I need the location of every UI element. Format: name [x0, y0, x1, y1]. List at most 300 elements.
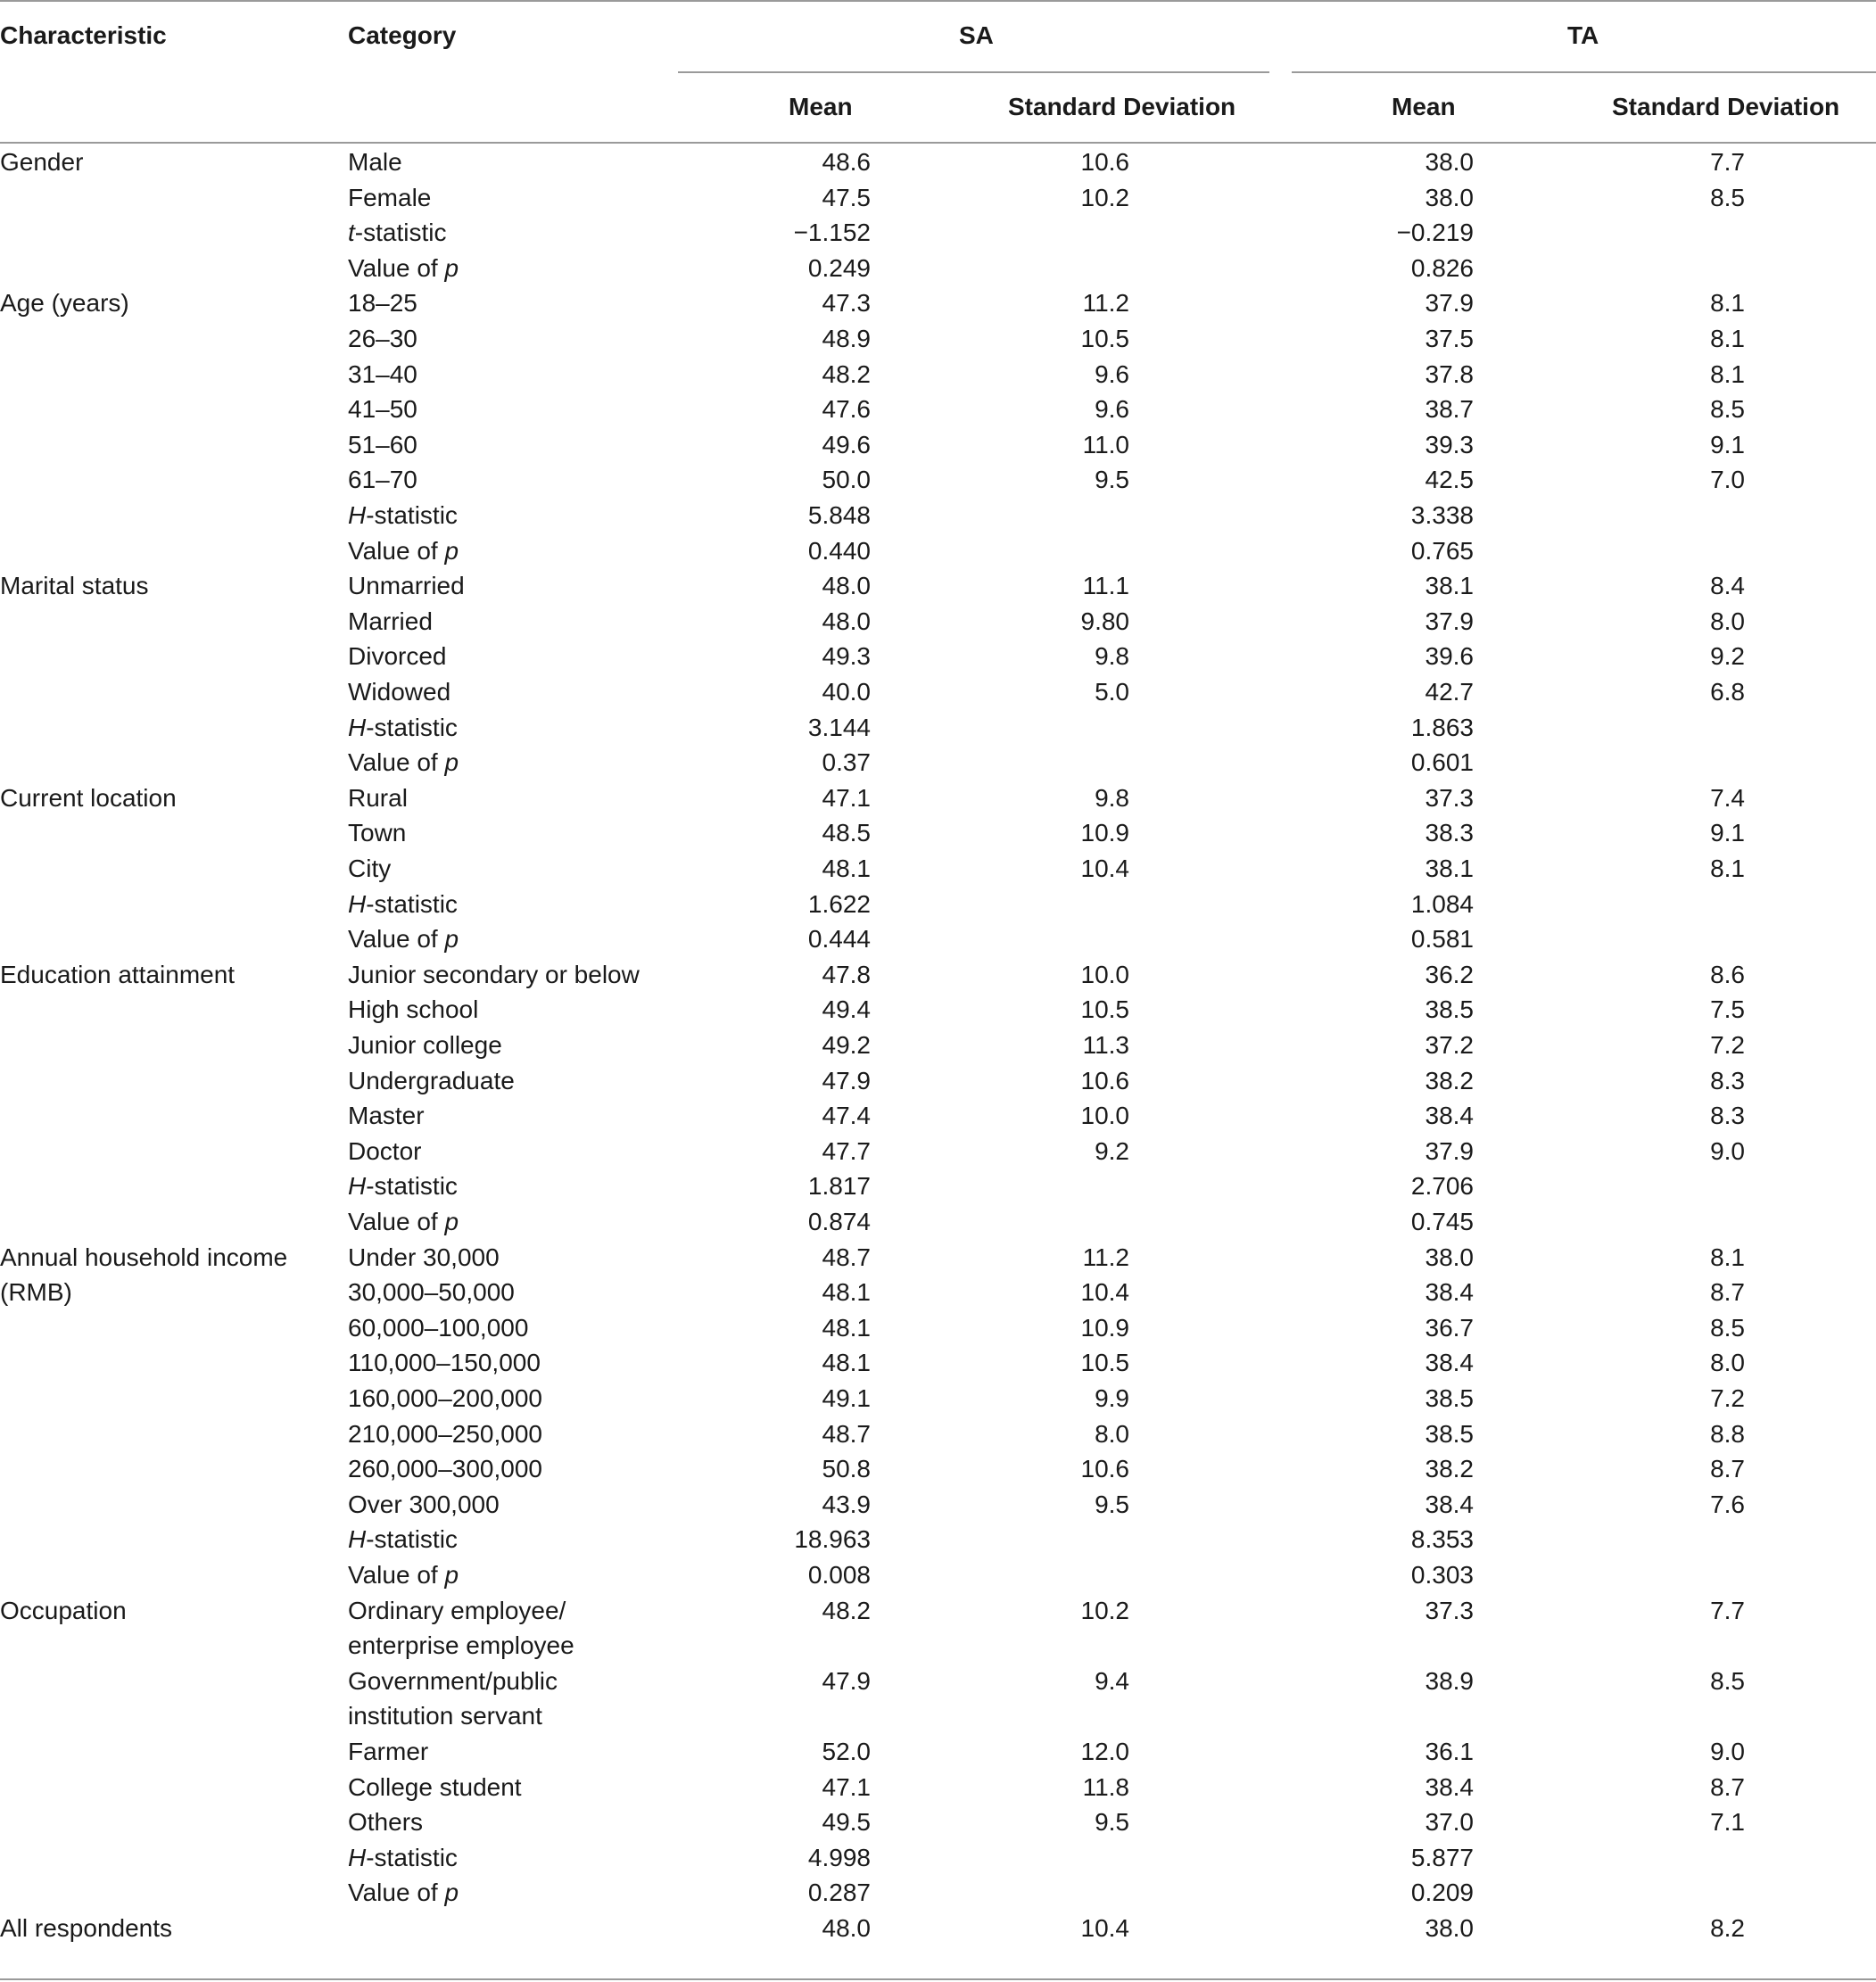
- ta-mean-cell: 36.1: [1425, 1738, 1474, 1765]
- category-cell: [348, 498, 458, 533]
- header-category: Category: [348, 21, 457, 49]
- ta-sd-cell: 8.7: [1710, 1455, 1745, 1482]
- ta-sd-cell: 9.1: [1710, 819, 1745, 846]
- ta-mean-cell: 5.877: [1410, 1844, 1474, 1871]
- sa-sd-cell: 10.4: [1080, 1278, 1129, 1306]
- category-italic: p: [444, 748, 459, 776]
- category-text: -statistic: [354, 219, 447, 246]
- category-cell: [348, 710, 458, 746]
- sa-sd-cell: 9.6: [1095, 360, 1129, 388]
- ta-group-rule: [1292, 71, 1876, 73]
- sa-mean-cell: 48.1: [822, 1314, 871, 1342]
- category-cell: [348, 427, 417, 463]
- sa-sd-cell: 11.1: [1082, 572, 1129, 599]
- category-text: Doctor: [348, 1137, 422, 1165]
- sa-mean-cell: 49.3: [822, 642, 871, 670]
- category-italic: H: [348, 714, 367, 741]
- category-text: 31–40: [348, 360, 417, 388]
- ta-sd-cell: 8.5: [1710, 1314, 1745, 1342]
- ta-mean-cell: 0.601: [1410, 748, 1474, 776]
- category-cell: [348, 1875, 459, 1911]
- sa-sd-cell: 10.0: [1080, 961, 1129, 988]
- category-italic: p: [444, 254, 459, 282]
- characteristic-cell: All respondents: [0, 1914, 173, 1942]
- sa-mean-cell: 0.444: [807, 925, 871, 953]
- category-cell: [348, 462, 417, 498]
- characteristic-cell: Education attainment: [0, 961, 236, 988]
- sa-mean-cell: 0.440: [807, 537, 871, 565]
- sa-sd-cell: 10.4: [1080, 1914, 1129, 1942]
- ta-sd-cell: 6.8: [1710, 678, 1745, 706]
- sa-mean-cell: 0.008: [807, 1561, 871, 1589]
- category-text: Farmer: [348, 1738, 429, 1765]
- category-text: 210,000–250,000: [348, 1420, 542, 1448]
- ta-mean-cell: 8.353: [1410, 1525, 1474, 1553]
- sa-mean-cell: 1.622: [807, 890, 871, 918]
- category-cell: [348, 1698, 542, 1734]
- category-text: 110,000–150,000: [348, 1349, 541, 1376]
- header-ta-sd: Standard Deviation: [1612, 93, 1840, 120]
- ta-sd-cell: 8.3: [1710, 1067, 1745, 1094]
- sa-mean-cell: 48.1: [822, 1278, 871, 1306]
- category-text: Over 300,000: [348, 1491, 500, 1518]
- category-text: 160,000–200,000: [348, 1384, 542, 1412]
- ta-sd-cell: 9.0: [1710, 1137, 1745, 1165]
- category-cell: [348, 815, 406, 851]
- category-text: 260,000–300,000: [348, 1455, 542, 1482]
- sa-mean-cell: 48.5: [822, 819, 871, 846]
- category-italic: H: [348, 890, 367, 918]
- top-rule: [0, 0, 1876, 2]
- sa-mean-cell: 49.6: [822, 431, 871, 458]
- sa-mean-cell: 50.0: [822, 466, 871, 493]
- sa-sd-cell: 9.80: [1080, 607, 1129, 635]
- characteristic-cell: Marital status: [0, 572, 149, 599]
- characteristic-cell: (RMB): [0, 1278, 72, 1306]
- sa-mean-cell: 18.963: [794, 1525, 871, 1553]
- ta-mean-cell: 37.9: [1425, 1137, 1474, 1165]
- category-text: Divorced: [348, 642, 447, 670]
- category-text: High school: [348, 995, 479, 1023]
- ta-sd-cell: 8.1: [1710, 289, 1745, 317]
- category-text: Junior secondary or below: [348, 961, 640, 988]
- ta-mean-cell: 38.0: [1425, 1914, 1474, 1942]
- category-text: College student: [348, 1773, 522, 1801]
- category-italic: p: [444, 1561, 459, 1589]
- category-italic: H: [348, 1525, 367, 1553]
- ta-sd-cell: 9.1: [1710, 431, 1745, 458]
- ta-sd-cell: 7.4: [1710, 784, 1745, 812]
- ta-sd-cell: 7.2: [1710, 1031, 1745, 1059]
- ta-mean-cell: 38.2: [1425, 1067, 1474, 1094]
- sa-mean-cell: 49.4: [822, 995, 871, 1023]
- category-text: Town: [348, 819, 407, 846]
- ta-mean-cell: 38.5: [1425, 995, 1474, 1023]
- sa-mean-cell: 48.7: [822, 1243, 871, 1271]
- category-cell: [348, 568, 465, 604]
- header-sa: SA: [959, 21, 994, 49]
- header-ta-mean: Mean: [1392, 93, 1456, 120]
- category-text: -statistic: [366, 1172, 458, 1200]
- category-cell: [348, 1416, 542, 1452]
- ta-mean-cell: 1.863: [1410, 714, 1474, 741]
- sa-sd-cell: 10.6: [1080, 148, 1129, 176]
- ta-sd-cell: 8.5: [1710, 184, 1745, 211]
- category-cell: [348, 921, 459, 957]
- category-cell: [348, 1451, 542, 1487]
- category-cell: [348, 1522, 458, 1557]
- ta-mean-cell: 42.7: [1425, 678, 1474, 706]
- category-text: Government/public: [348, 1667, 558, 1695]
- sa-mean-cell: 48.0: [822, 607, 871, 635]
- category-italic: H: [348, 1844, 367, 1871]
- sa-sd-cell: 12.0: [1080, 1738, 1129, 1765]
- ta-mean-cell: 42.5: [1425, 466, 1474, 493]
- ta-sd-cell: 8.1: [1710, 325, 1745, 352]
- category-cell: [348, 215, 446, 251]
- ta-mean-cell: 37.9: [1425, 289, 1474, 317]
- sa-mean-cell: 5.848: [807, 501, 871, 529]
- ta-sd-cell: 8.7: [1710, 1773, 1745, 1801]
- category-cell: [348, 887, 458, 922]
- sa-mean-cell: 49.2: [822, 1031, 871, 1059]
- category-cell: [348, 1628, 574, 1664]
- sa-sd-cell: 10.6: [1080, 1455, 1129, 1482]
- sa-mean-cell: 47.3: [822, 289, 871, 317]
- sa-sd-cell: 9.5: [1095, 1808, 1129, 1836]
- category-text: institution servant: [348, 1702, 542, 1730]
- ta-sd-cell: 8.1: [1710, 855, 1745, 882]
- characteristic-cell: Current location: [0, 784, 177, 812]
- category-text: Under 30,000: [348, 1243, 500, 1271]
- characteristic-cell: Gender: [0, 148, 84, 176]
- header-rule: [0, 142, 1876, 144]
- sa-mean-cell: 48.0: [822, 1914, 871, 1942]
- category-italic: H: [348, 1172, 367, 1200]
- category-text: 30,000–50,000: [348, 1278, 515, 1306]
- sa-sd-cell: 10.9: [1080, 1314, 1129, 1342]
- sa-mean-cell: 47.1: [822, 1773, 871, 1801]
- ta-sd-cell: 8.2: [1710, 1914, 1745, 1942]
- ta-mean-cell: 38.0: [1425, 148, 1474, 176]
- sa-sd-cell: 10.9: [1080, 819, 1129, 846]
- category-text: Value of: [348, 1879, 445, 1906]
- sa-sd-cell: 11.2: [1082, 1243, 1129, 1271]
- ta-sd-cell: 8.6: [1710, 961, 1745, 988]
- ta-mean-cell: 0.826: [1410, 254, 1474, 282]
- ta-mean-cell: 39.6: [1425, 642, 1474, 670]
- ta-mean-cell: 38.4: [1425, 1278, 1474, 1306]
- sa-mean-cell: 47.6: [822, 395, 871, 423]
- sa-mean-cell: 47.9: [822, 1067, 871, 1094]
- category-text: -statistic: [366, 501, 458, 529]
- sa-sd-cell: 9.8: [1095, 784, 1129, 812]
- ta-mean-cell: 37.5: [1425, 325, 1474, 352]
- sa-mean-cell: 48.0: [822, 572, 871, 599]
- sa-mean-cell: 40.0: [822, 678, 871, 706]
- category-text: Value of: [348, 1208, 445, 1235]
- sa-mean-cell: 43.9: [822, 1491, 871, 1518]
- characteristic-cell: Annual household income: [0, 1243, 288, 1271]
- category-cell: [348, 1840, 458, 1876]
- ta-mean-cell: 0.581: [1410, 925, 1474, 953]
- category-text: Value of: [348, 748, 445, 776]
- category-text: -statistic: [366, 714, 458, 741]
- ta-sd-cell: 8.5: [1710, 1667, 1745, 1695]
- ta-sd-cell: 7.6: [1710, 1491, 1745, 1518]
- ta-mean-cell: 38.4: [1425, 1773, 1474, 1801]
- category-text: Ordinary employee/: [348, 1597, 566, 1624]
- category-cell: [348, 1204, 459, 1240]
- sa-mean-cell: 48.1: [822, 1349, 871, 1376]
- ta-sd-cell: 7.7: [1710, 148, 1745, 176]
- sa-mean-cell: 1.817: [807, 1172, 871, 1200]
- sa-mean-cell: 47.5: [822, 184, 871, 211]
- sa-mean-cell: 47.4: [822, 1102, 871, 1129]
- category-italic: t: [348, 219, 355, 246]
- category-cell: [348, 1063, 515, 1099]
- category-cell: [348, 1381, 542, 1416]
- category-cell: [348, 992, 478, 1028]
- header-sa-mean: Mean: [789, 93, 853, 120]
- category-italic: p: [444, 537, 459, 565]
- sa-mean-cell: 47.7: [822, 1137, 871, 1165]
- ta-sd-cell: 8.8: [1710, 1420, 1745, 1448]
- ta-mean-cell: 38.2: [1425, 1455, 1474, 1482]
- ta-sd-cell: 9.2: [1710, 642, 1745, 670]
- category-text: Value of: [348, 1561, 445, 1589]
- category-text: -statistic: [366, 1525, 458, 1553]
- category-text: Widowed: [348, 678, 451, 706]
- category-text: Male: [348, 148, 402, 176]
- sa-sd-cell: 10.6: [1080, 1067, 1129, 1094]
- sa-mean-cell: 50.8: [822, 1455, 871, 1482]
- ta-mean-cell: 0.765: [1410, 537, 1474, 565]
- sa-sd-cell: 5.0: [1095, 678, 1129, 706]
- ta-mean-cell: 2.706: [1410, 1172, 1474, 1200]
- sa-sd-cell: 10.2: [1080, 1597, 1129, 1624]
- ta-sd-cell: 8.7: [1710, 1278, 1745, 1306]
- sa-mean-cell: 48.9: [822, 325, 871, 352]
- category-cell: [348, 1593, 566, 1629]
- sa-mean-cell: 0.874: [807, 1208, 871, 1235]
- ta-mean-cell: 36.2: [1425, 961, 1474, 988]
- sa-mean-cell: 48.2: [822, 360, 871, 388]
- ta-mean-cell: 37.3: [1425, 784, 1474, 812]
- characteristic-cell: Occupation: [0, 1597, 127, 1624]
- ta-mean-cell: 38.0: [1425, 1243, 1474, 1271]
- category-text: 26–30: [348, 325, 417, 352]
- category-italic: H: [348, 501, 367, 529]
- sa-mean-cell: 47.1: [822, 784, 871, 812]
- category-cell: [348, 533, 459, 569]
- sa-mean-cell: 49.5: [822, 1808, 871, 1836]
- category-text: Others: [348, 1808, 424, 1836]
- sa-sd-cell: 10.2: [1080, 184, 1129, 211]
- ta-mean-cell: 37.9: [1425, 607, 1474, 635]
- category-cell: [348, 1770, 522, 1805]
- category-text: 41–50: [348, 395, 417, 423]
- category-italic: p: [444, 1879, 459, 1906]
- sa-mean-cell: 47.8: [822, 961, 871, 988]
- sa-mean-cell: 48.1: [822, 855, 871, 882]
- ta-mean-cell: 37.0: [1425, 1808, 1474, 1836]
- category-cell: [348, 957, 640, 993]
- category-cell: [348, 1804, 423, 1840]
- ta-mean-cell: 37.2: [1425, 1031, 1474, 1059]
- category-text: -statistic: [366, 1844, 458, 1871]
- ta-mean-cell: 38.9: [1425, 1667, 1474, 1695]
- ta-mean-cell: 0.303: [1410, 1561, 1474, 1589]
- category-text: Junior college: [348, 1031, 502, 1059]
- ta-mean-cell: 39.3: [1425, 431, 1474, 458]
- ta-mean-cell: 0.745: [1410, 1208, 1474, 1235]
- sa-sd-cell: 10.0: [1080, 1102, 1129, 1129]
- category-cell: [348, 745, 459, 780]
- category-cell: [348, 1169, 458, 1204]
- sa-mean-cell: 49.1: [822, 1384, 871, 1412]
- category-text: 18–25: [348, 289, 417, 317]
- ta-mean-cell: −0.219: [1396, 219, 1474, 246]
- ta-mean-cell: 38.4: [1425, 1102, 1474, 1129]
- ta-sd-cell: 7.1: [1710, 1808, 1745, 1836]
- header-sa-sd: Standard Deviation: [1008, 93, 1236, 120]
- sa-sd-cell: 8.0: [1095, 1420, 1129, 1448]
- sa-mean-cell: −1.152: [793, 219, 871, 246]
- category-text: Rural: [348, 784, 408, 812]
- sa-mean-cell: 0.249: [807, 254, 871, 282]
- sa-sd-cell: 10.5: [1080, 325, 1129, 352]
- sa-mean-cell: 48.2: [822, 1597, 871, 1624]
- category-text: Unmarried: [348, 572, 465, 599]
- category-text: Value of: [348, 925, 445, 953]
- category-text: Value of: [348, 254, 445, 282]
- ta-mean-cell: 38.0: [1425, 184, 1474, 211]
- sa-sd-cell: 10.5: [1080, 995, 1129, 1023]
- sa-mean-cell: 4.998: [807, 1844, 871, 1871]
- sa-mean-cell: 52.0: [822, 1738, 871, 1765]
- ta-mean-cell: 38.5: [1425, 1384, 1474, 1412]
- sa-sd-cell: 9.6: [1095, 395, 1129, 423]
- category-cell: [348, 392, 417, 427]
- category-cell: [348, 1664, 558, 1699]
- category-cell: [348, 1098, 425, 1134]
- ta-sd-cell: 8.5: [1710, 395, 1745, 423]
- sa-mean-cell: 0.287: [807, 1879, 871, 1906]
- sa-sd-cell: 9.5: [1095, 1491, 1129, 1518]
- category-cell: [348, 1134, 421, 1169]
- category-cell: [348, 851, 391, 887]
- category-cell: [348, 1028, 502, 1063]
- category-cell: [348, 145, 402, 180]
- category-text: Married: [348, 607, 433, 635]
- ta-sd-cell: 8.1: [1710, 360, 1745, 388]
- sa-sd-cell: 11.3: [1082, 1031, 1129, 1059]
- category-cell: [348, 357, 417, 392]
- category-text: 51–60: [348, 431, 417, 458]
- sa-sd-cell: 10.4: [1080, 855, 1129, 882]
- characteristic-cell: Age (years): [0, 289, 129, 317]
- ta-mean-cell: 36.7: [1425, 1314, 1474, 1342]
- sa-sd-cell: 9.2: [1095, 1137, 1129, 1165]
- category-cell: [348, 1240, 500, 1276]
- sa-sd-cell: 9.5: [1095, 466, 1129, 493]
- category-cell: [348, 674, 450, 710]
- category-text: enterprise employee: [348, 1631, 574, 1659]
- category-text: 60,000–100,000: [348, 1314, 529, 1342]
- category-text: -statistic: [366, 890, 458, 918]
- ta-mean-cell: 37.8: [1425, 360, 1474, 388]
- category-cell: [348, 1487, 500, 1523]
- category-cell: [348, 1557, 459, 1593]
- category-cell: [348, 1310, 528, 1346]
- category-cell: [348, 1275, 515, 1310]
- category-cell: [348, 285, 417, 321]
- ta-mean-cell: 0.209: [1410, 1879, 1474, 1906]
- category-cell: [348, 321, 417, 357]
- category-text: Undergraduate: [348, 1067, 515, 1094]
- sa-group-rule: [678, 71, 1269, 73]
- sa-mean-cell: 0.37: [822, 748, 871, 776]
- ta-mean-cell: 38.1: [1425, 855, 1474, 882]
- sa-mean-cell: 47.9: [822, 1667, 871, 1695]
- sa-sd-cell: 9.9: [1095, 1384, 1129, 1412]
- ta-sd-cell: 8.1: [1710, 1243, 1745, 1271]
- ta-sd-cell: 8.0: [1710, 1349, 1745, 1376]
- category-cell: [348, 251, 459, 286]
- sa-sd-cell: 9.8: [1095, 642, 1129, 670]
- ta-sd-cell: 7.5: [1710, 995, 1745, 1023]
- category-cell: [348, 180, 431, 216]
- ta-mean-cell: 1.084: [1410, 890, 1474, 918]
- category-cell: [348, 780, 408, 816]
- category-italic: p: [444, 1208, 459, 1235]
- category-cell: [348, 639, 446, 674]
- ta-mean-cell: 38.4: [1425, 1349, 1474, 1376]
- category-text: 61–70: [348, 466, 417, 493]
- ta-sd-cell: 7.2: [1710, 1384, 1745, 1412]
- bottom-rule: [0, 1978, 1876, 1980]
- sa-sd-cell: 10.5: [1080, 1349, 1129, 1376]
- ta-sd-cell: 7.0: [1710, 466, 1745, 493]
- ta-mean-cell: 38.3: [1425, 819, 1474, 846]
- ta-sd-cell: 9.0: [1710, 1738, 1745, 1765]
- ta-mean-cell: 3.338: [1410, 501, 1474, 529]
- header-ta: TA: [1567, 21, 1599, 49]
- sa-mean-cell: 48.6: [822, 148, 871, 176]
- category-text: Value of: [348, 537, 445, 565]
- sa-sd-cell: 11.0: [1082, 431, 1129, 458]
- sa-mean-cell: 3.144: [807, 714, 871, 741]
- sa-sd-cell: 11.8: [1082, 1773, 1129, 1801]
- sa-sd-cell: 9.4: [1095, 1667, 1129, 1695]
- ta-mean-cell: 37.3: [1425, 1597, 1474, 1624]
- ta-sd-cell: 7.7: [1710, 1597, 1745, 1624]
- ta-mean-cell: 38.4: [1425, 1491, 1474, 1518]
- ta-mean-cell: 38.5: [1425, 1420, 1474, 1448]
- sa-mean-cell: 48.7: [822, 1420, 871, 1448]
- category-cell: [348, 1734, 428, 1770]
- ta-sd-cell: 8.3: [1710, 1102, 1745, 1129]
- ta-sd-cell: 8.4: [1710, 572, 1745, 599]
- category-cell: [348, 1345, 541, 1381]
- category-cell: [348, 604, 433, 640]
- category-italic: p: [444, 925, 459, 953]
- category-text: City: [348, 855, 392, 882]
- category-text: Master: [348, 1102, 425, 1129]
- category-text: Female: [348, 184, 432, 211]
- ta-sd-cell: 8.0: [1710, 607, 1745, 635]
